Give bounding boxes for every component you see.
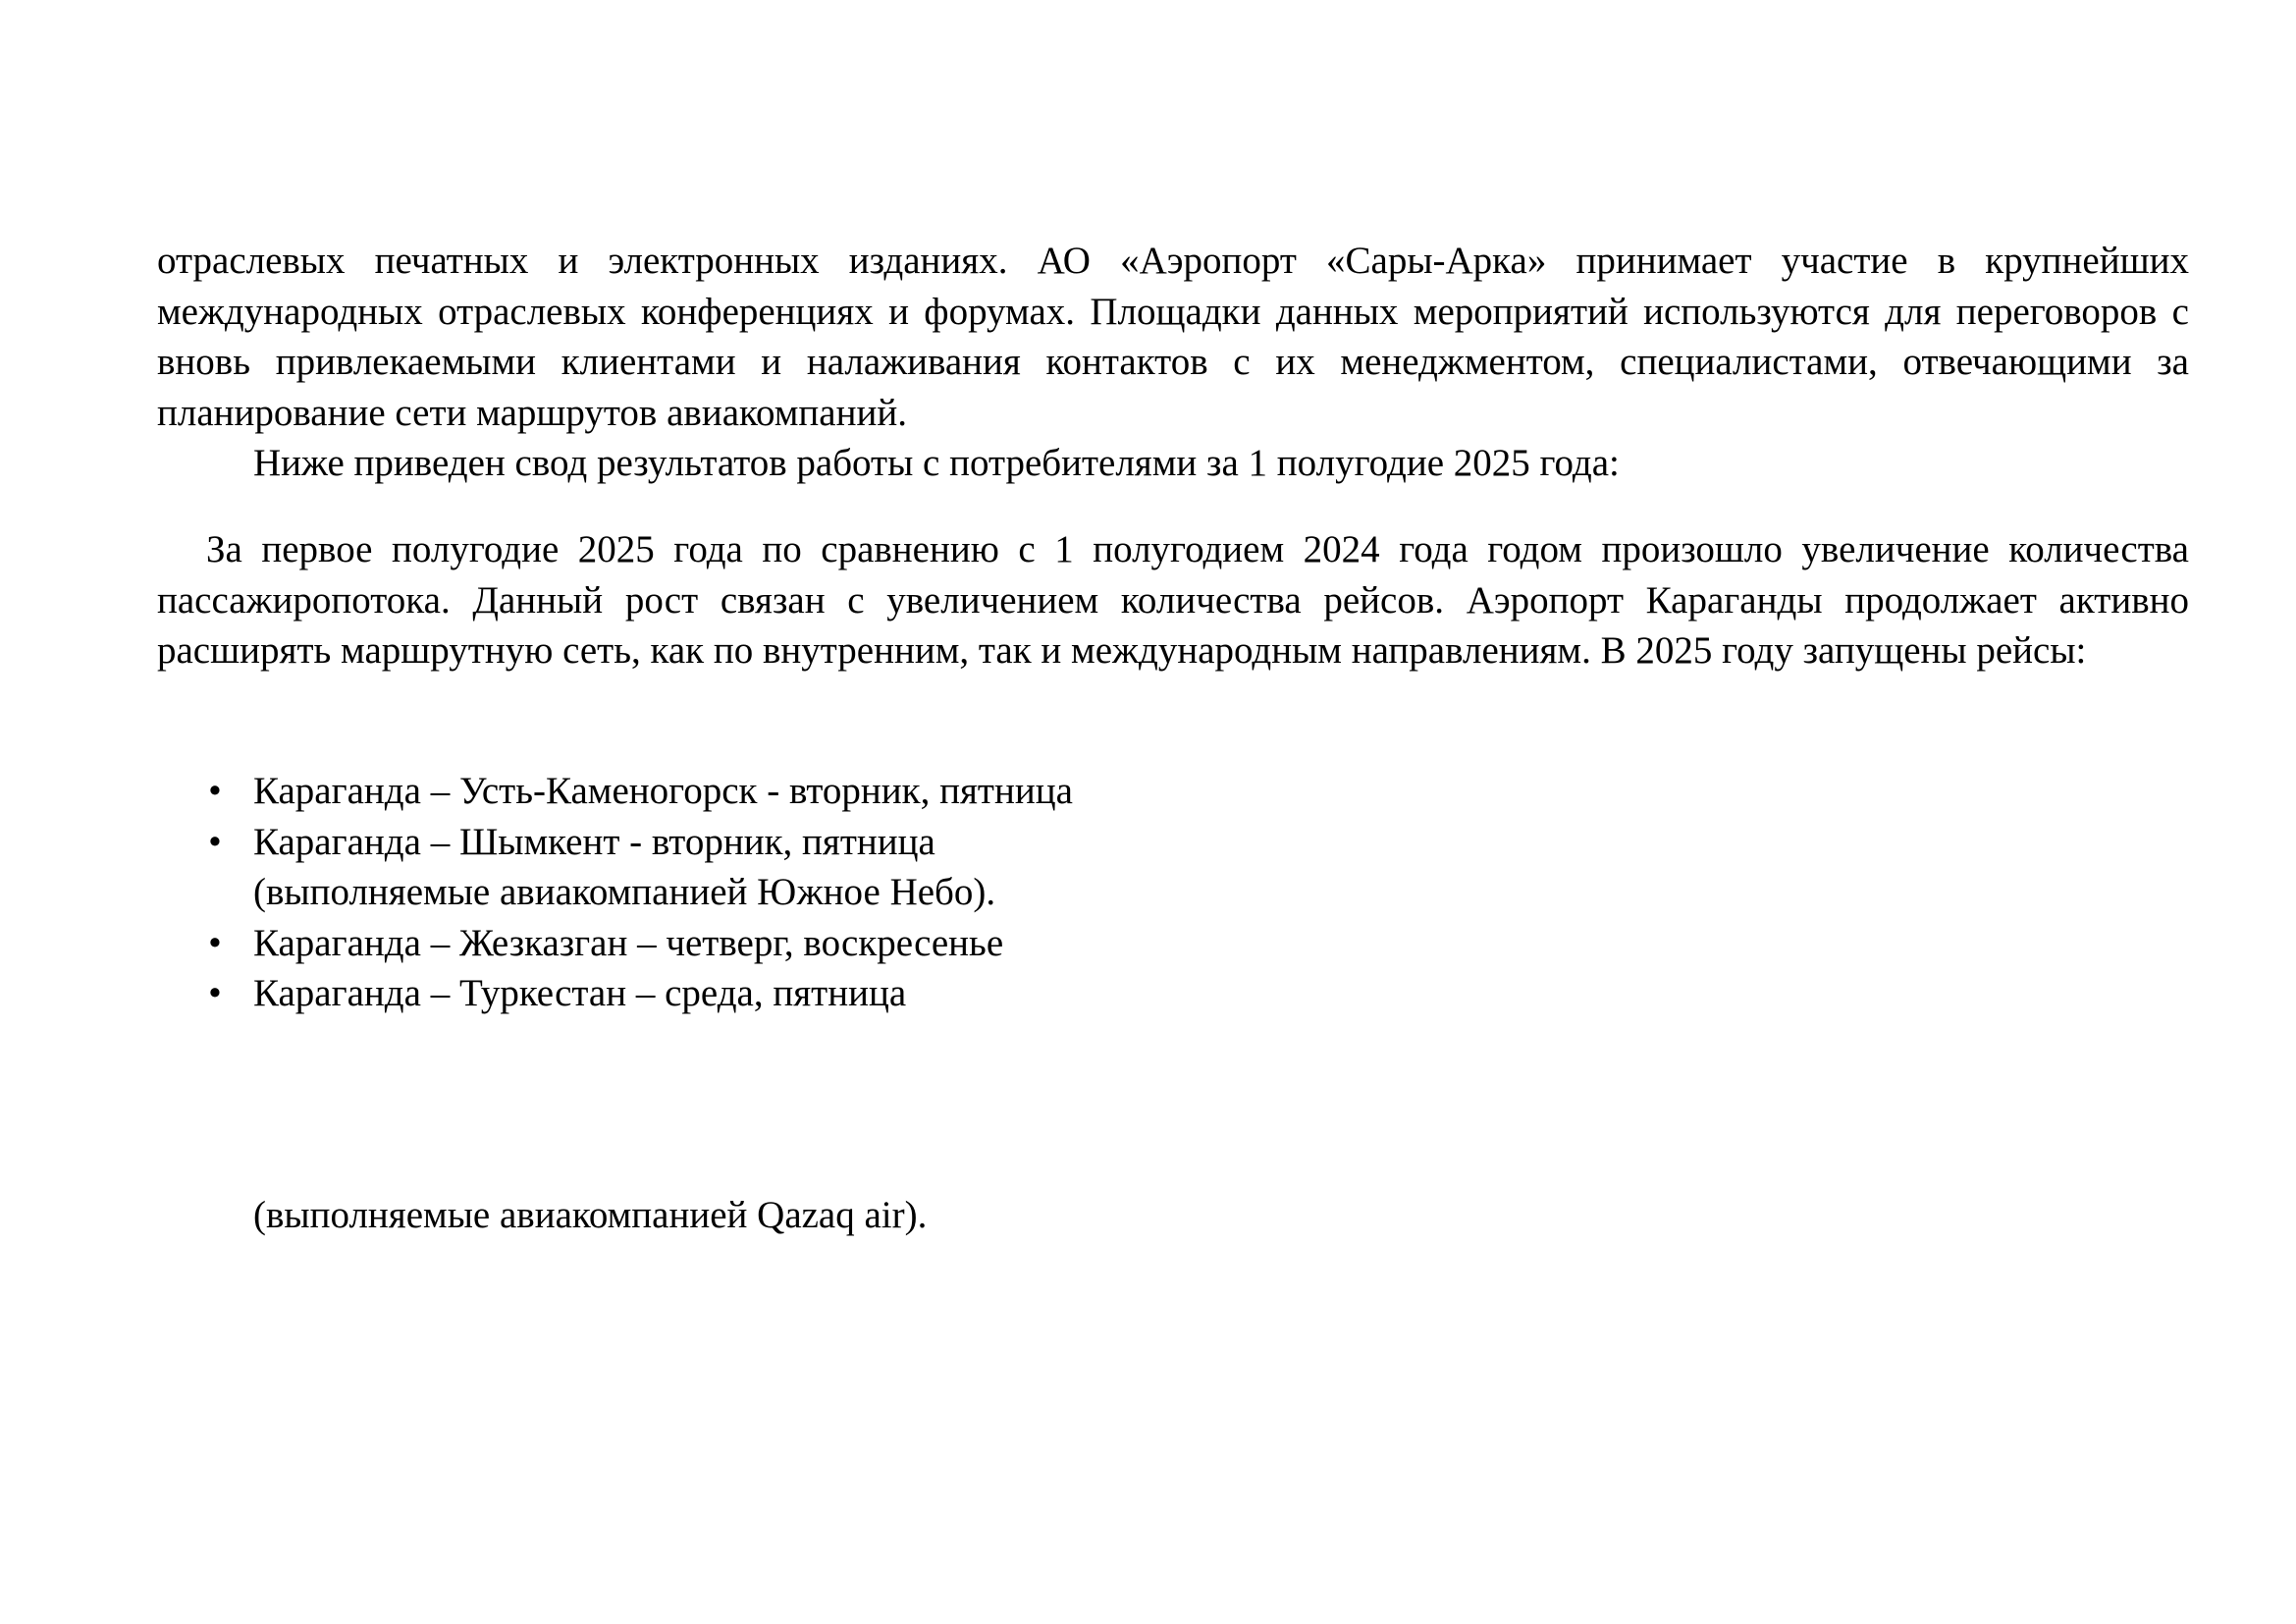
route-text: Караганда – Туркестан – среда, пятница (253, 972, 907, 1014)
route-text: Караганда – Шымкент - вторник, пятница (253, 820, 935, 863)
route-note: (выполняемые авиакомпанией Южное Небо). (253, 871, 996, 913)
bullet-icon: • (208, 820, 222, 863)
routes-list (157, 766, 2189, 1019)
list-item (157, 968, 2189, 1019)
paragraph-passenger-growth: За первое полугодие 2025 года по сравнению с 1 полугодием 2024 года годом произошло увеличение количества пассажиропотока. Данный рост связан с увеличением количества рейсов. Аэропорт Караганды продолжает активно расширять маршрутную сеть, как по внутренним, так и международным направлениям. В 2025 году запущены рейсы: (157, 528, 2189, 672)
bullet-icon: • (208, 972, 222, 1014)
route-text: Караганда – Жезказган – четверг, воскресенье (253, 921, 1004, 964)
paragraph-industry-events: отраслевых печатных и электронных изданиях. АО «Аэропорт «Сары-Арка» принимает участие в крупнейших международных отраслевых конференциях и форумах. Площадки данных мероприятий используются для переговоров с вновь привлекаемыми клиентами и налаживания контактов с их менеджментом, специалистами, отвечающими за планирование сети маршрутов авиакомпаний. (157, 240, 2189, 434)
bullet-icon: • (208, 770, 222, 812)
list-item (157, 817, 2189, 918)
paragraph-summary-intro: Ниже приведен свод результатов работы с потребителями за 1 полугодие 2025 года: (253, 442, 1620, 484)
qazaq-air-note: (выполняемые авиакомпанией Qazaq air). (253, 1194, 928, 1236)
bullet-icon: • (208, 921, 222, 964)
list-item (157, 918, 2189, 969)
list-item (157, 766, 2189, 817)
route-text: Караганда – Усть-Каменогорск - вторник, пятница (253, 770, 1073, 812)
